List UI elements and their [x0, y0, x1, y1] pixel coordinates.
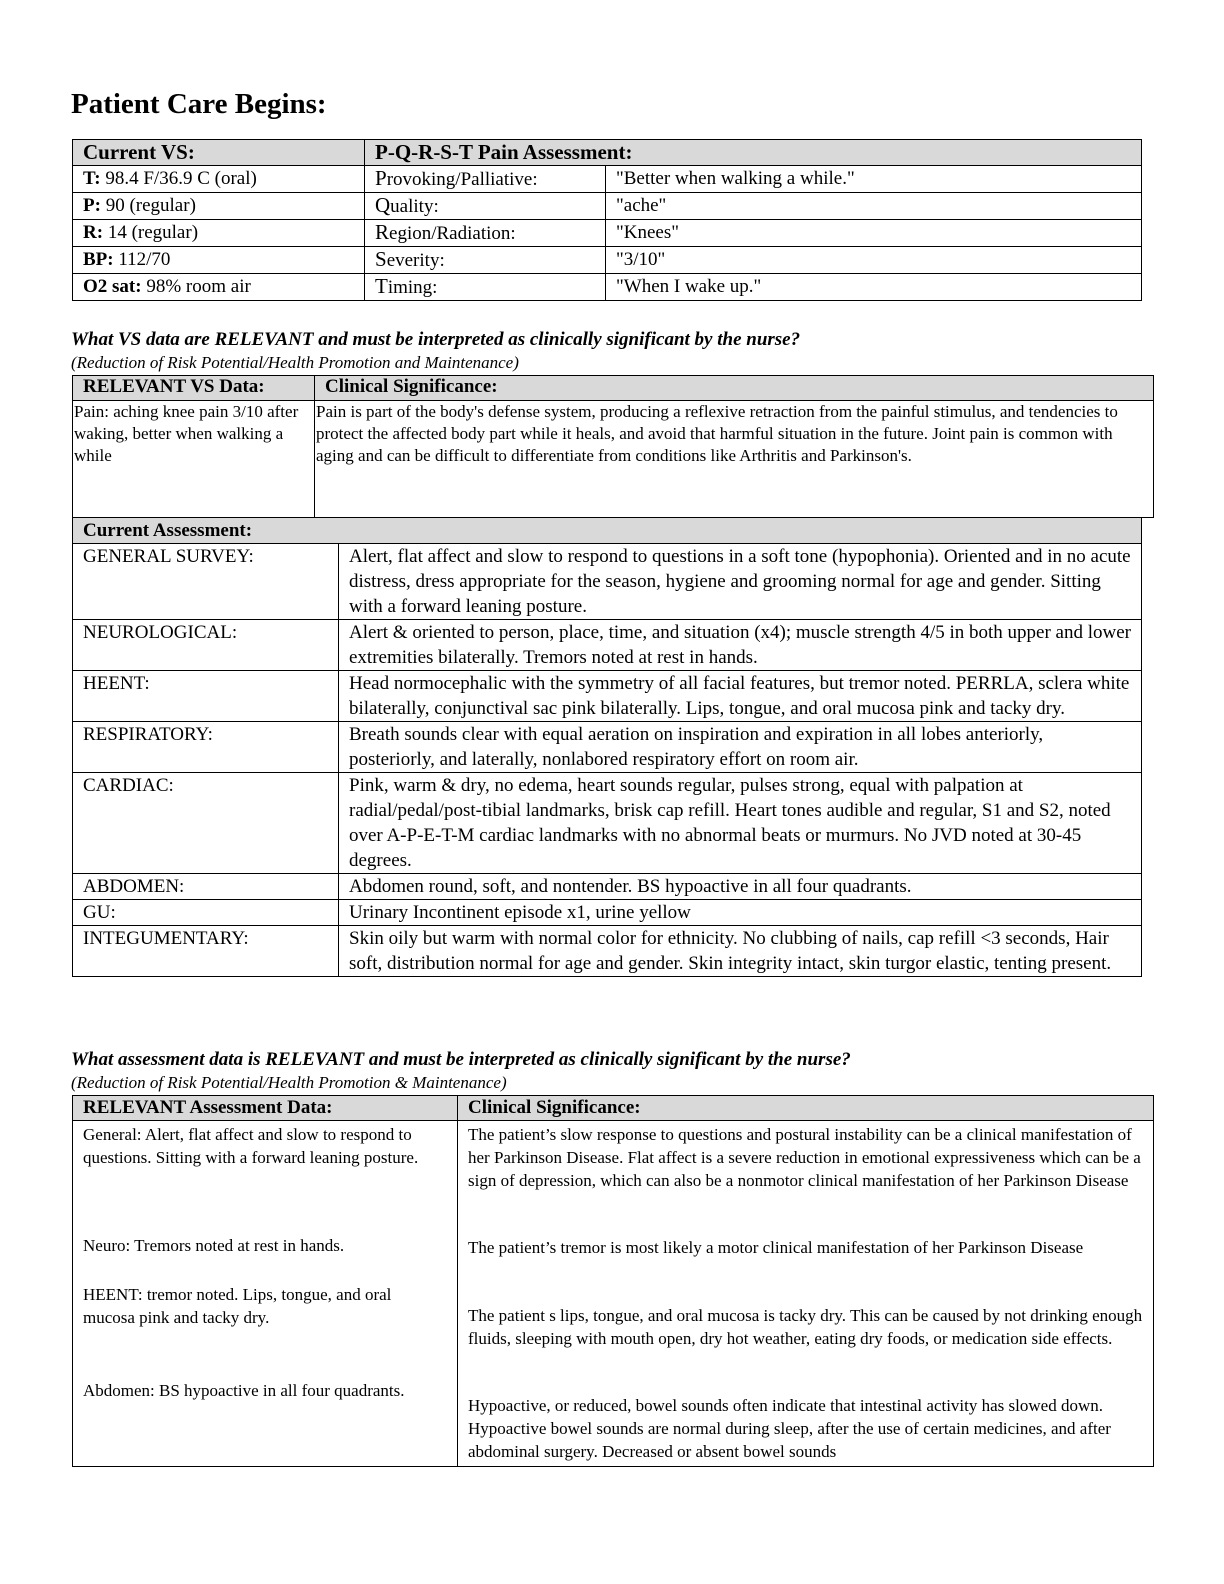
relevant-vs-data-header: RELEVANT VS Data:: [73, 376, 315, 401]
assessment-significance-cell: [458, 1121, 1154, 1467]
assessment-system: GU:: [73, 900, 339, 926]
vitals-row: [73, 220, 1142, 247]
pqrst-answer: "Knees": [606, 220, 1142, 247]
current-vs-header: Current VS:: [73, 140, 365, 166]
relevant-assessment-header-row: [73, 1096, 1154, 1121]
vs-label: O2 sat:: [83, 276, 142, 297]
assessment-header-row: [73, 518, 1142, 544]
pqrst-letter: P: [375, 166, 387, 190]
vs-cell: [73, 220, 365, 247]
pqrst-letter: Q: [375, 193, 391, 217]
vs-question: What VS data are RELEVANT and must be interpreted as clinically significant by the nurse?: [71, 329, 801, 350]
assessment-finding: Alert, flat affect and slow to respond to questions in a soft tone (hypophonia). Oriented and in no acute distress, dress appropriate for the season, hygiene and grooming normal for age and gender. Sitting with a forward leaning posture.: [339, 544, 1142, 620]
pqrst-label: iming:: [387, 277, 438, 298]
pqrst-label-cell: [365, 274, 606, 301]
pqrst-label: uality:: [390, 196, 439, 217]
relevant-assessment-table: [72, 1095, 1154, 1467]
vs-label: P:: [83, 195, 101, 216]
assessment-system: HEENT:: [73, 671, 339, 722]
significance-item: The patient s lips, tongue, and oral mucosa is tacky dry. This can be caused by not drinking enough fluids, sleeping with mouth open, dry hot weather, eating dry foods, or medication side effects.: [468, 1306, 1143, 1348]
assessment-question-subtitle: (Reduction of Risk Potential/Health Promotion & Maintenance): [71, 1073, 507, 1092]
assessment-row: [73, 874, 1142, 900]
assessment-finding: Abdomen round, soft, and nontender. BS hypoactive in all four quadrants.: [339, 874, 1142, 900]
vs-label: BP:: [83, 249, 114, 270]
pqrst-label: everity:: [386, 250, 445, 271]
assessment-finding: Skin oily but warm with normal color for ethnicity. No clubbing of nails, cap refill <3 seconds, Hair soft, distribution normal for age and gender. Skin integrity intact, skin turgor elastic, tenting present.: [339, 926, 1142, 977]
vs-value: 98% room air: [146, 276, 251, 297]
pqrst-letter: S: [375, 247, 387, 271]
vs-label: R:: [83, 222, 104, 243]
pqrst-label-cell: [365, 166, 606, 193]
relevant-vs-data: Pain: aching knee pain 3/10 after waking, better when walking a while: [73, 401, 315, 518]
pqrst-answer: "ache": [606, 193, 1142, 220]
assessment-finding: Urinary Incontinent episode x1, urine yellow: [339, 900, 1142, 926]
relevant-vs-row: [73, 401, 1154, 518]
pqrst-letter: T: [375, 274, 388, 298]
relevant-data-item: Neuro: Tremors noted at rest in hands.: [83, 1236, 345, 1255]
pqrst-label-cell: [365, 247, 606, 274]
relevant-vs-table: [72, 375, 1154, 518]
assessment-finding: Head normocephalic with the symmetry of all facial features, but tremor noted. PERRLA, sclera white bilaterally, conjunctival sac pink bilaterally. Lips, tongue, and oral mucosa pink and tacky dry.: [339, 671, 1142, 722]
vitals-row: [73, 193, 1142, 220]
assessment-row: [73, 722, 1142, 773]
vitals-row: [73, 274, 1142, 301]
vs-cell: [73, 166, 365, 193]
vs-value: 98.4 F/36.9 C (oral): [105, 168, 257, 189]
vitals-row: [73, 247, 1142, 274]
pqrst-label-cell: [365, 193, 606, 220]
relevant-assessment-row: [73, 1121, 1154, 1467]
vitals-header-row: [73, 140, 1142, 166]
assessment-system: NEUROLOGICAL:: [73, 620, 339, 671]
relevant-data-item: HEENT: tremor noted. Lips, tongue, and oral mucosa pink and tacky dry.: [83, 1285, 392, 1327]
vs-value: 90 (regular): [105, 195, 196, 216]
vs-cell: [73, 274, 365, 301]
current-assessment-header: Current Assessment:: [73, 518, 1142, 544]
vs-cell: [73, 193, 365, 220]
pqrst-answer: "3/10": [606, 247, 1142, 274]
assessment-system: CARDIAC:: [73, 773, 339, 874]
assessment-row: [73, 671, 1142, 722]
assessment-row: [73, 926, 1142, 977]
relevant-data-item: General: Alert, flat affect and slow to respond to questions. Sitting with a forward leaning posture.: [83, 1125, 419, 1167]
assessment-system: GENERAL SURVEY:: [73, 544, 339, 620]
pqrst-answer: "Better when walking a while.": [606, 166, 1142, 193]
assessment-finding: Alert & oriented to person, place, time, and situation (x4); muscle strength 4/5 in both upper and lower extremities bilaterally. Tremors noted at rest in hands.: [339, 620, 1142, 671]
relevant-assessment-data-header: RELEVANT Assessment Data:: [73, 1096, 458, 1121]
significance-item: The patient’s tremor is most likely a motor clinical manifestation of her Parkinson Disease: [468, 1238, 1084, 1257]
assessment-row: [73, 900, 1142, 926]
assessment-row: [73, 620, 1142, 671]
assessment-question: What assessment data is RELEVANT and must be interpreted as clinically significant by the nurse?: [71, 1049, 851, 1070]
vitals-pqrst-table: [72, 139, 1142, 301]
assessment-system: RESPIRATORY:: [73, 722, 339, 773]
vs-value: 112/70: [118, 249, 171, 270]
relevant-data-item: Abdomen: BS hypoactive in all four quadrants.: [83, 1381, 405, 1400]
pqrst-letter: R: [375, 220, 390, 244]
clinical-significance-header: Clinical Significance:: [315, 376, 1154, 401]
assessment-row: [73, 773, 1142, 874]
vs-value: 14 (regular): [107, 222, 199, 243]
assessment-finding: Breath sounds clear with equal aeration on inspiration and expiration in all lobes anteriorly, posteriorly, and laterally, nonlabored respiratory effort on room air.: [339, 722, 1142, 773]
relevant-vs-significance: Pain is part of the body's defense system, producing a reflexive retraction from the painful stimulus, and tendencies to protect the affected body part while it heals, and avoid that harmful situation in the future. Joint pain is common with aging and can be difficult to differentiate from conditions like Arthritis and Parkinson's.: [315, 401, 1154, 518]
assessment-system: INTEGUMENTARY:: [73, 926, 339, 977]
current-assessment-table: [72, 517, 1142, 977]
assessment-row: [73, 544, 1142, 620]
pqrst-label: rovoking/Palliative:: [386, 169, 538, 190]
pqrst-answer: "When I wake up.": [606, 274, 1142, 301]
pqrst-label: egion/Radiation:: [389, 223, 516, 244]
page-title: Patient Care Begins:: [71, 88, 327, 120]
significance-item: Hypoactive, or reduced, bowel sounds often indicate that intestinal activity has slowed down. Hypoactive bowel sounds are normal during sleep, after the use of certain medicines, and after abdominal surgery. Decreased or absent bowel sounds: [468, 1396, 1111, 1461]
vs-question-subtitle: (Reduction of Risk Potential/Health Promotion and Maintenance): [71, 353, 519, 372]
relevant-assessment-data-cell: [73, 1121, 458, 1467]
assessment-system: ABDOMEN:: [73, 874, 339, 900]
vitals-row: [73, 166, 1142, 193]
pqrst-header: P-Q-R-S-T Pain Assessment:: [365, 140, 1142, 166]
assessment-significance-header: Clinical Significance:: [458, 1096, 1154, 1121]
vs-cell: [73, 247, 365, 274]
vs-label: T:: [83, 168, 101, 189]
assessment-finding: Pink, warm & dry, no edema, heart sounds regular, pulses strong, equal with palpation at radial/pedal/post-tibial landmarks, brisk cap refill. Heart tones audible and regular, S1 and S2, noted over A-P-E-T-M cardiac landmarks with no abnormal beats or murmurs. No JVD noted at 30-45 degrees.: [339, 773, 1142, 874]
relevant-vs-header-row: [73, 376, 1154, 401]
pqrst-label-cell: [365, 220, 606, 247]
significance-item: The patient’s slow response to questions and postural instability can be a clinical manifestation of her Parkinson Disease. Flat affect is a severe reduction in emotional expressiveness which can be a sign of depression, which can also be a nonmotor clinical manifestation of her Parkinson Disease: [468, 1125, 1141, 1190]
